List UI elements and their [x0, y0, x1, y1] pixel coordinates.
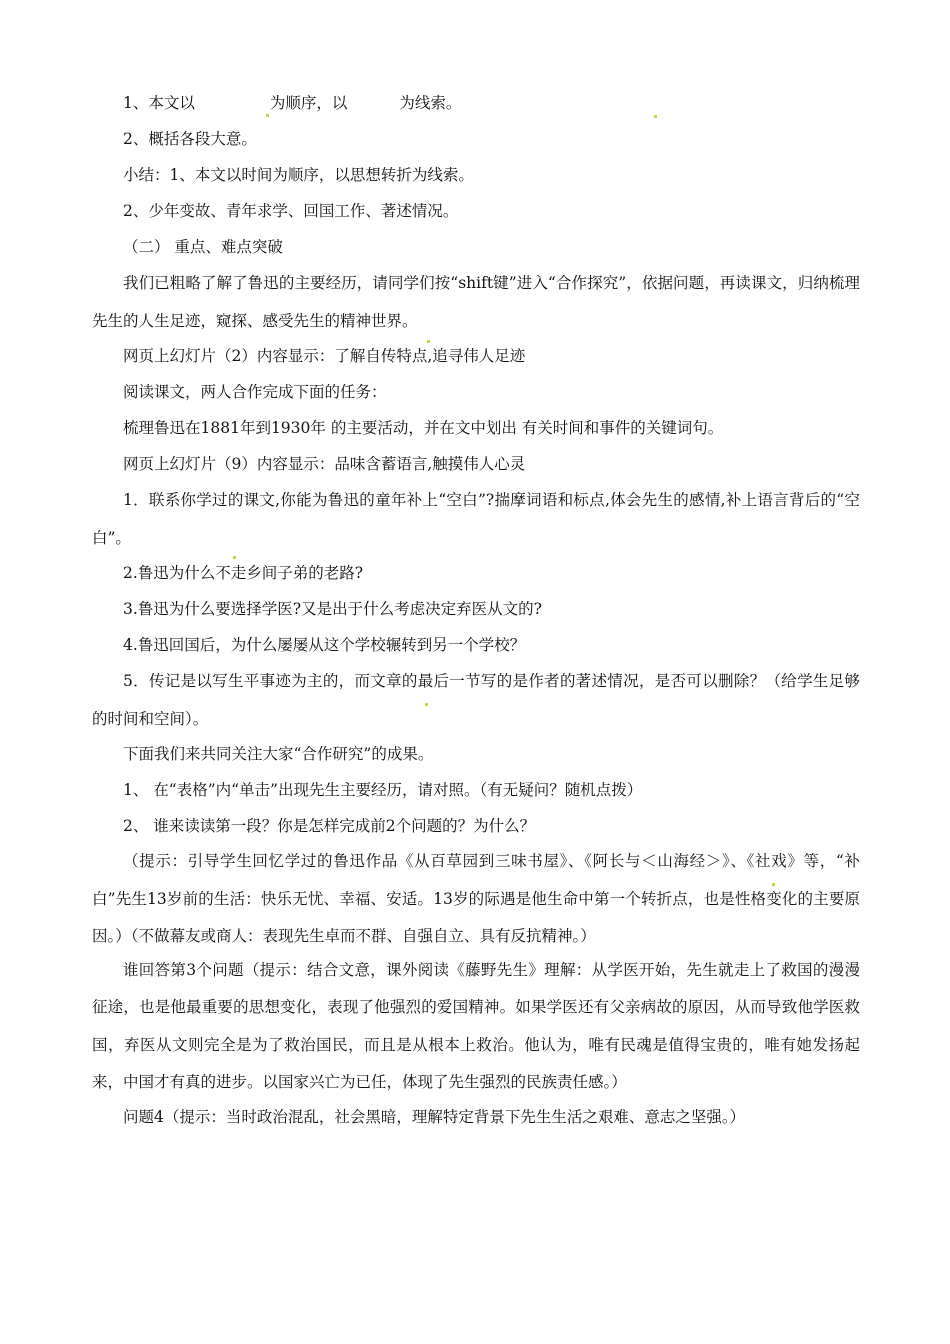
question-4: 4.鲁迅回国后，为什么屡屡从这个学校辗转到另一个学校？: [123, 636, 526, 654]
marker-dot: [427, 340, 430, 343]
document-page: [92, 94, 860, 1144]
marker-dot: [233, 556, 236, 559]
question-summarize: 2、概括各段大意。: [123, 130, 257, 148]
task-intro: 阅读课文，两人合作完成下面的任务：: [123, 383, 387, 401]
question-1-part-b: 为顺序，以: [269, 94, 348, 112]
hint-paragraph: （提示：引导学生回忆学过的鲁迅作品《从百草园到三味书屋》、《阿长与＜山海经＞》、《社戏》等，“补白”先生13岁前的生活：快乐无忧、幸福、安适。13岁的际遇是他生命中第一个转折点，也是性格变化的主要原因。）（不做幕友或商人：表现先生卓而不群、自强自立、具有反抗精神。）: [92, 852, 860, 945]
question-2: 2.鲁迅为什么不走乡间子弟的老路?: [123, 564, 364, 582]
question-order-clue: [92, 94, 860, 113]
summary-2: 2、少年变故、青年求学、回国工作、著述情况。: [123, 202, 459, 220]
section-heading: （二） 重点、难点突破: [123, 238, 283, 256]
slide-2-note: 网页上幻灯片（2）内容显示：了解自传特点,追寻伟人足迹: [123, 347, 526, 365]
question-1-part-a: 1、本文以: [123, 94, 195, 112]
step-1: 1、 在“表格”内“单击”出现先生主要经历，请对照。（有无疑问？随机点拨）: [123, 781, 643, 799]
marker-dot: [266, 114, 269, 117]
intro-paragraph: 我们已粗略了解了鲁迅的主要经历，请同学们按“shift键”进入“合作探究”，依据问题，再读课文，归纳梳理先生的人生足迹，窥探、感受先生的精神世界。: [92, 274, 860, 330]
answer-3-paragraph: 谁回答第3个问题（提示：结合文意，课外阅读《藤野先生》理解：从学医开始，先生就走上了救国的漫漫征途，也是他最重要的思想变化，表现了他强烈的爱国精神。如果学医还有父亲病故的原因，从而导致他学医救国，弃医从文则完全是为了救治国民，而且是从根本上救治。他认为，唯有民魂是值得宝贵的，唯有她发扬起来，中国才有真的进步。以国家兴亡为已任，体现了先生强烈的民族责任感。）: [92, 960, 860, 1091]
question-1: 1．联系你学过的课文,你能为鲁迅的童年补上“空白”?揣摩词语和标点,体会先生的感情,补上语言背后的“空白”。: [92, 491, 860, 547]
marker-dot: [772, 883, 775, 886]
marker-dot: [425, 703, 428, 706]
question-3: 3.鲁迅为什么要选择学医?又是出于什么考虑决定弃医从文的?: [123, 600, 542, 618]
marker-dot: [654, 115, 657, 118]
slide-9-note: 网页上幻灯片（9）内容显示：品味含蓄语言,触摸伟人心灵: [123, 455, 526, 473]
task-detail: 梳理鲁迅在1881年到1930年 的主要活动，并在文中划出 有关时间和事件的关键词句。: [123, 419, 724, 437]
question-5: 5．传记是以写生平事迹为主的，而文章的最后一节写的是作者的著述情况，是否可以删除？（给学生足够的时间和空间）。: [92, 672, 860, 728]
summary-1: 小结：1、本文以时间为顺序，以思想转折为线索。: [123, 166, 474, 184]
results-intro: 下面我们来共同关注大家“合作研究”的成果。: [123, 745, 434, 763]
question-1-part-c: 为线索。: [399, 94, 462, 112]
step-2: 2、 谁来读读第一段？你是怎样完成前2个问题的？为什么？: [123, 817, 536, 835]
answer-4-paragraph: 问题4（提示：当时政治混乱，社会黑暗，理解特定背景下先生生活之艰难、意志之坚强。）: [123, 1107, 746, 1126]
